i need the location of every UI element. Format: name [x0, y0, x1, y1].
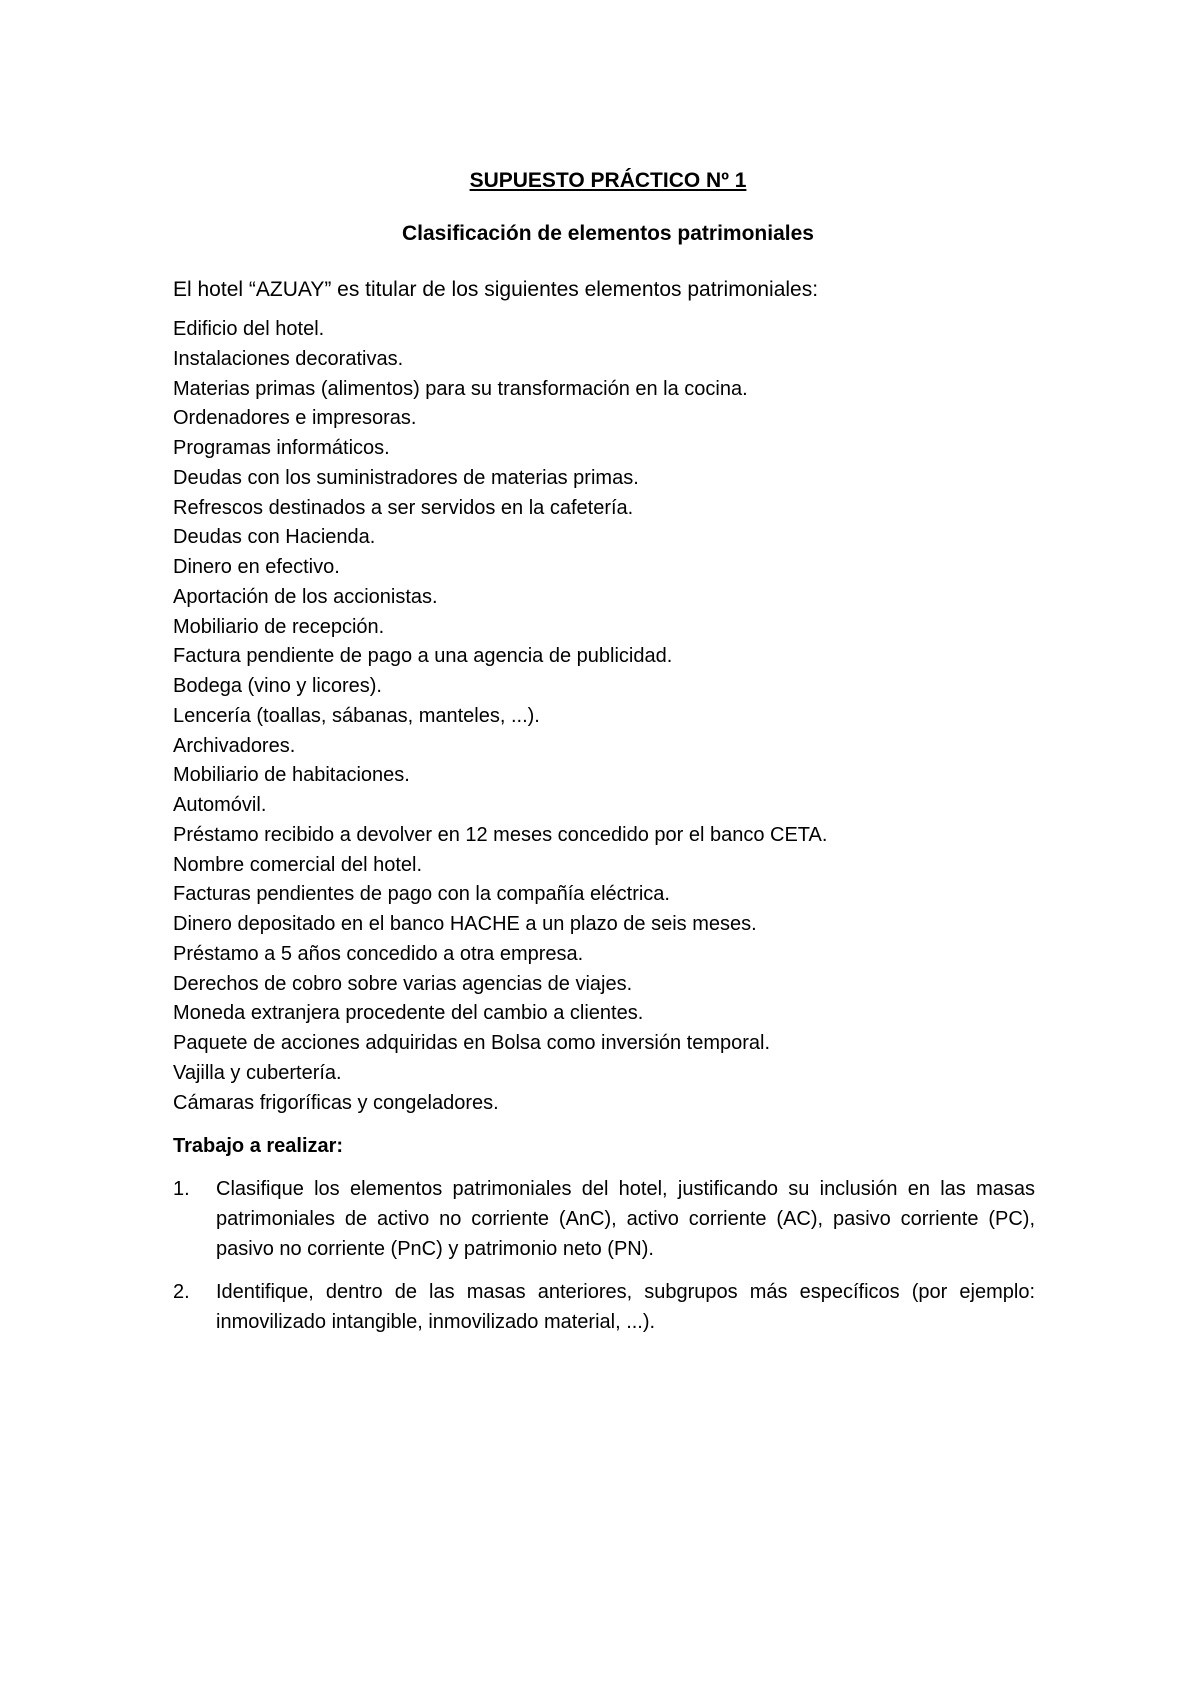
list-item: Paquete de acciones adquiridas en Bolsa como inversión temporal.: [173, 1032, 771, 1054]
list-item: Bodega (vino y licores).: [173, 675, 382, 697]
tasks-list: [173, 1174, 1035, 1350]
list-item: Deudas con Hacienda.: [173, 526, 376, 549]
list-item: Refrescos destinados a ser servidos en la cafetería.: [173, 496, 634, 519]
list-item: Archivadores.: [173, 734, 296, 757]
task-item: [173, 1277, 1035, 1337]
list-item: Mobiliario de recepción.: [173, 615, 385, 638]
document-title: SUPUESTO PRÁCTICO Nº 1: [469, 169, 747, 192]
list-item: Moneda extranjera procedente del cambio a clientes.: [173, 1002, 644, 1025]
list-item: Edificio del hotel.: [173, 318, 325, 340]
intro-paragraph: El hotel “AZUAY” es titular de los siguientes elementos patrimoniales:: [173, 278, 819, 301]
list-item: Préstamo recibido a devolver en 12 meses concedido por el banco CETA.: [173, 823, 828, 846]
document-subtitle: Clasificación de elementos patrimoniales: [402, 222, 814, 245]
list-item: Nombre comercial del hotel.: [173, 853, 422, 876]
list-item: Ordenadores e impresoras.: [173, 407, 417, 430]
list-item: Aportación de los accionistas.: [173, 585, 438, 608]
task-number: 2.: [173, 1281, 190, 1303]
list-item: Dinero depositado en el banco HACHE a un plazo de seis meses.: [173, 913, 757, 935]
list-item: Factura pendiente de pago a una agencia de publicidad.: [173, 645, 673, 668]
list-item: Derechos de cobro sobre varias agencias de viajes.: [173, 972, 633, 995]
list-item: Vajilla y cubertería.: [173, 1061, 342, 1084]
list-item: Lencería (toallas, sábanas, manteles, ...).: [173, 704, 540, 727]
list-item: Automóvil.: [173, 794, 267, 816]
task-text: Clasifique los elementos patrimoniales del hotel, justificando su inclusión en las masas patrimoniales de activo no corriente (AnC), activo corriente (AC), pasivo corriente (PC), pasivo no corriente (PnC) y patrimonio neto (PN).: [216, 1178, 1035, 1260]
list-item: Facturas pendientes de pago con la compañía eléctrica.: [173, 883, 670, 906]
asset-items-list: [173, 315, 827, 1118]
list-item: Mobiliario de habitaciones.: [173, 764, 410, 787]
task-number: 1.: [173, 1178, 190, 1200]
list-item: Cámaras frigoríficas y congeladores.: [173, 1091, 499, 1114]
list-item: Programas informáticos.: [173, 437, 390, 459]
list-item: Dinero en efectivo.: [173, 556, 340, 578]
task-text: Identifique, dentro de las masas anteriores, subgrupos más específicos (por ejemplo: inmovilizado intangible, inmovilizado material, ...).: [216, 1281, 1035, 1333]
list-item: Deudas con los suministradores de materias primas.: [173, 466, 639, 489]
list-item: Préstamo a 5 años concedido a otra empresa.: [173, 942, 584, 965]
tasks-heading: Trabajo a realizar:: [173, 1135, 344, 1157]
list-item: Materias primas (alimentos) para su transformación en la cocina.: [173, 377, 748, 400]
list-item: Instalaciones decorativas.: [173, 347, 404, 370]
task-item: [173, 1174, 1035, 1264]
